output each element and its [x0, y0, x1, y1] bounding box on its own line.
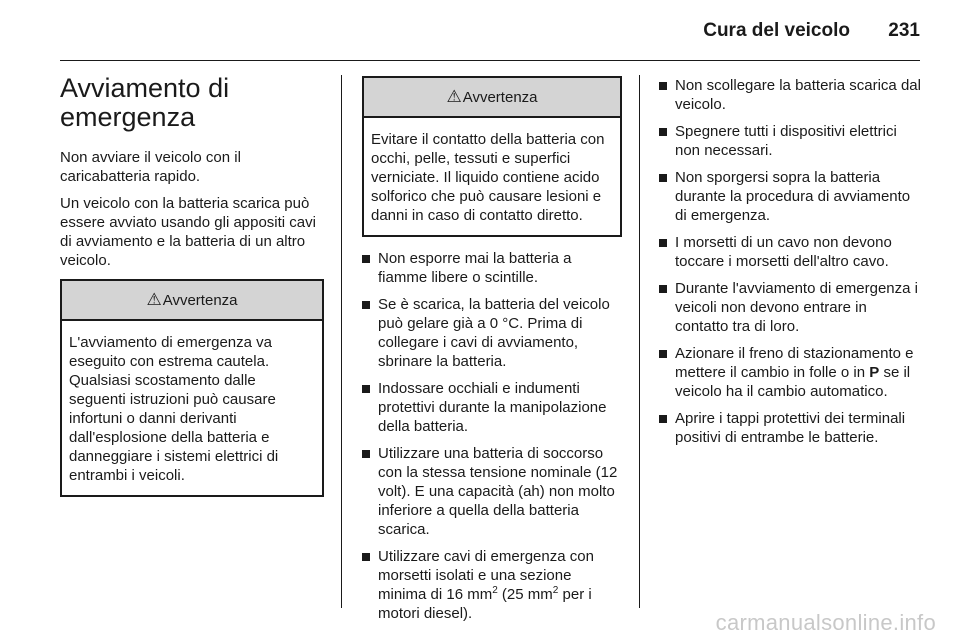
gear-p-label: P [869, 364, 880, 381]
column-2 [362, 76, 622, 631]
warning-box-acid [362, 76, 622, 237]
instruction-list-2 [659, 76, 923, 447]
watermark: carmanualsonline.info [715, 610, 936, 635]
paragraph-charger: Non avviare il veicolo con il caricabatteria rapido. [60, 149, 241, 185]
warning-header [364, 78, 620, 118]
list-item: Se è scarica, la batteria del veicolo può gelare già a 0 °C. Prima di collegare i cavi di avviamento, sbrinare la batteria. [362, 295, 622, 371]
list-item-cable-section: Utilizzare cavi di emergenza con morsetti isolati e una sezione minima di 16 $mm^2$ (25 $mm^2$ per i motori diesel). [362, 547, 622, 623]
list-item: I morsetti di un cavo non devono toccare i morsetti dell'altro cavo. [659, 233, 923, 271]
column-divider-2 [639, 75, 640, 608]
warning-text: Evitare il contatto della batteria con occhi, pelle, tessuti e superfici verniciate. Il liquido contiene acido solforico che può causare lesioni e danni in caso di contatto diretto. [371, 131, 605, 224]
column-divider-1 [341, 75, 342, 608]
list-item: Non sporgersi sopra la batteria durante la procedura di avviamento di emergenza. [659, 168, 923, 225]
page-number: 231 [888, 20, 920, 41]
paragraph-jump-start: Un veicolo con la batteria scarica può essere avviato usando gli appositi cavi di avviamento e la batteria di un altro veicolo. [60, 195, 316, 269]
list-item: Aprire i tappi protettivi dei terminali positivi di entrambe le batterie. [659, 409, 923, 447]
warning-title: Avvertenza [462, 89, 538, 106]
header-rule [60, 60, 920, 61]
instruction-list-1 [362, 249, 622, 623]
page-header [60, 0, 920, 60]
list-item: Non esporre mai la batteria a fiamme libere o scintille. [362, 249, 622, 287]
warning-title: Avvertenza [162, 292, 238, 309]
list-item: Durante l'avviamento di emergenza i veicoli non devono entrare in contatto tra di loro. [659, 279, 923, 336]
list-item: Spegnere tutti i dispositivi elettrici non necessari. [659, 122, 923, 160]
section-heading: Avviamento di emergenza [60, 73, 230, 132]
list-item: Non scollegare la batteria scarica dal veicolo. [659, 76, 923, 114]
list-item-parking-brake: Azionare il freno di stazionamento e mettere il cambio in folle o in P se il veicolo ha il cambio automatico. [659, 344, 923, 401]
list-item: Indossare occhiali e indumenti protettivi durante la manipolazione della batteria. [362, 379, 622, 436]
warning-text: L'avviamento di emergenza va eseguito con estrema cautela. Qualsiasi scostamento dalle seguenti istruzioni può causare infortuni o danni derivanti dall'esplosione della batteria e danneggiare i sistemi elettrici di entrambi i veicoli. [69, 334, 279, 484]
column-3 [659, 76, 923, 455]
column-1 [60, 74, 324, 497]
section-title: Cura del veicolo [703, 20, 850, 41]
list-item: Utilizzare una batteria di soccorso con la stessa tensione nominale (12 volt). E una capacità (ah) non molto inferiore a quella della batteria scarica. [362, 444, 622, 539]
warning-box-jump-start [60, 279, 324, 497]
warning-icon: ⚠ [446, 87, 462, 106]
warning-header [62, 281, 322, 321]
warning-icon: ⚠ [146, 290, 162, 309]
